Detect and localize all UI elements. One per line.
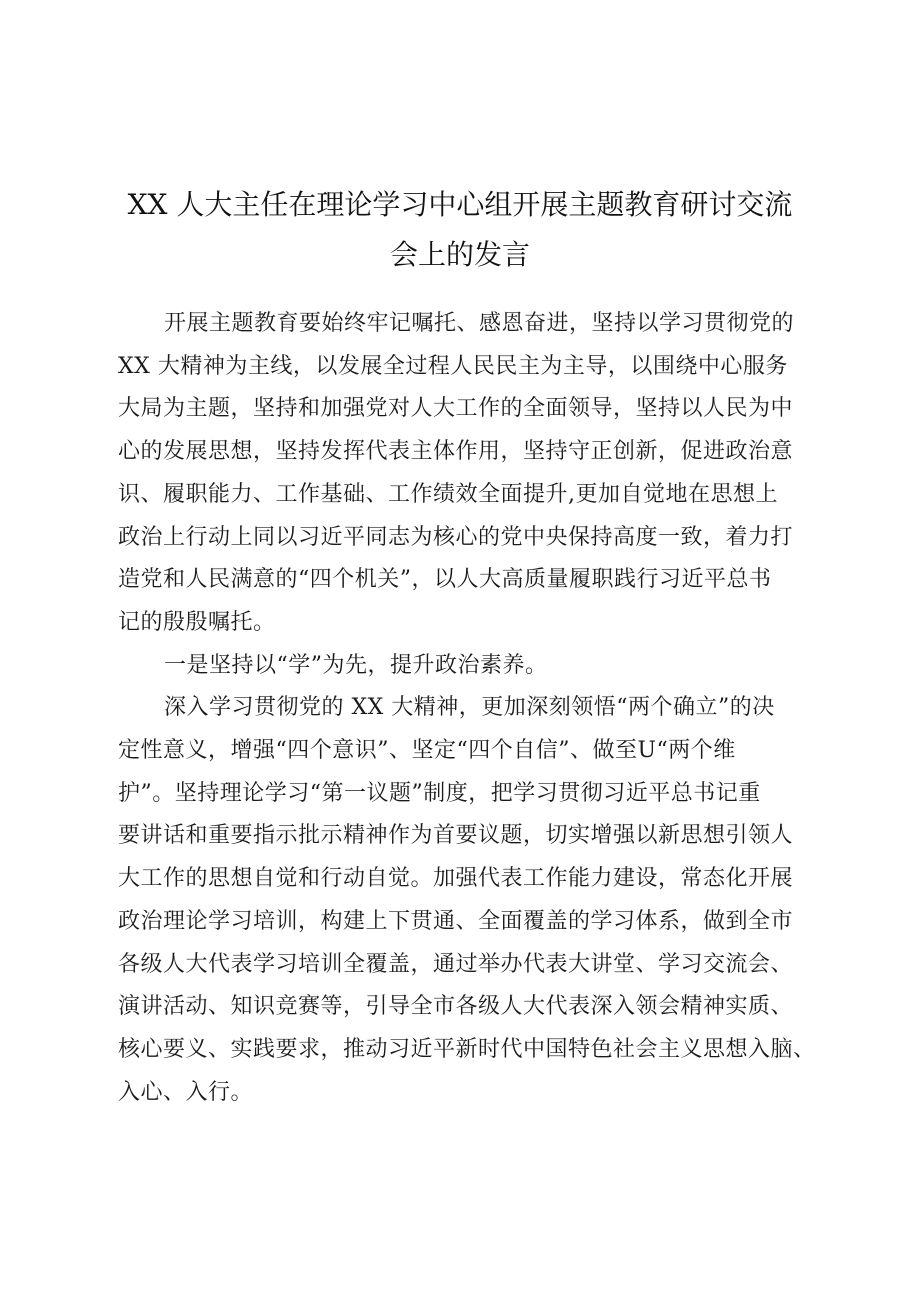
text-line: 大工作的思想自觉和行动自觉。加强代表工作能力建设，常态化开展 xyxy=(118,866,794,892)
text-line: 政治上行动上同以习近平同志为核心的党中央保持高度一致，着力打 xyxy=(118,524,794,550)
text-line: 记的殷殷嘱托。 xyxy=(118,609,276,635)
document-title xyxy=(112,180,808,280)
text-line: 造党和人民满意的“四个机关”，以人大高质量履职践行习近平总书 xyxy=(118,567,772,593)
text-line: 入心、入行。 xyxy=(118,1079,254,1105)
section-heading-1 xyxy=(118,645,808,688)
title-line-1: XX 人大主任在理论学习中心组开展主题教育研讨交流 xyxy=(127,188,793,221)
text-line: 开展主题教育要始终牢记嘱托、感恩奋进，坚持以学习贯彻党的 xyxy=(164,311,795,336)
text-line: 演讲活动、知识竞赛等，引导全市各级人大代表深入领会精神实质、 xyxy=(118,994,794,1020)
text-line: 深入学习贯彻党的 XX 大精神，更加深刻领悟“两个确立”的决 xyxy=(164,695,775,721)
document-body xyxy=(118,303,816,1114)
text-line: 政治理论学习培训，构建上下贯通、全面覆盖的学习体系，做到全市 xyxy=(118,908,794,934)
text-line: 识、履职能力、工作基础、工作绩效全面提升,更加自觉地在思想上 xyxy=(118,481,778,507)
text-line: 核心要义、实践要求，推动习近平新时代中国特色社会主义思想入脑、 xyxy=(118,1036,816,1062)
text-line: XX 大精神为主线，以发展全过程人民民主为主导，以围绕中心服务 xyxy=(118,353,788,379)
paragraph-section-1 xyxy=(118,687,816,1114)
text-line: 心的发展思想，坚持发挥代表主体作用，坚持守正创新，促进政治意 xyxy=(118,439,794,465)
title-line-2: 会上的发言 xyxy=(389,238,530,271)
text-line: 定性意义，增强“四个意识”、坚定“四个自信”、做至U“两个维 xyxy=(118,738,736,764)
text-line: 一是坚持以“学”为先，提升政治素养。 xyxy=(164,652,548,678)
paragraph-intro xyxy=(118,303,808,645)
text-line: 护”。坚持理论学习“第一议题”制度，把学习贯彻习近平总书记重 xyxy=(118,780,761,806)
text-line: 各级人大代表学习培训全覆盖，通过举办代表大讲堂、学习交流会、 xyxy=(118,951,794,977)
text-line: 要讲话和重要指示批示精神作为首要议题，切实增强以新思想引领人 xyxy=(118,823,794,849)
text-line: 大局为主题，坚持和加强党对人大工作的全面领导，坚持以人民为中 xyxy=(118,396,794,422)
